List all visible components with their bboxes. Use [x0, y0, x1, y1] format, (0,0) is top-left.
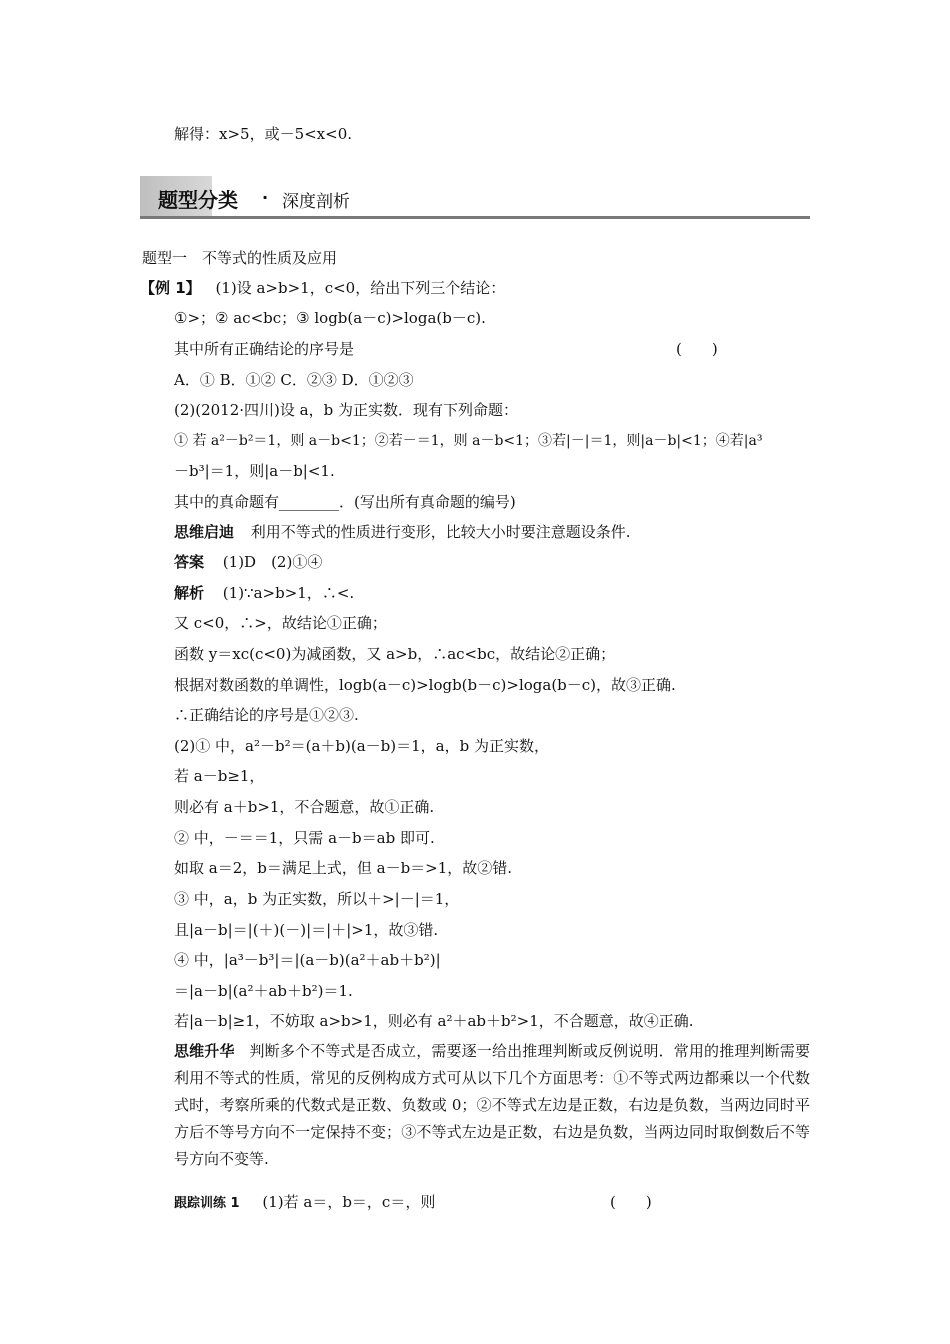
summary-text: 判断多个不等式是否成立，需要逐一给出推理判断或反例说明．常用的推理判断需要利用不等式的性质，常见的反例构成方式可从以下几个方面思考：①不等式两边都乘以一个代数式时，考察所乘的代数式是正数、负数或 0；②不等式左边是正数，右边是负数，当两边同时平方后不等号方向不一定保持不变；③不等式左边是正数，右边是负数，当两边同时取倒数后不等号方向不变等. [174, 1042, 810, 1168]
analysis-line: 如取 a＝2，b＝满足上式，但 a－b＝>1，故②错. [174, 859, 513, 877]
analysis-line: 且|a－b|＝|(＋)(－)|＝|＋|>1，故③错. [174, 921, 439, 939]
analysis-row [174, 583, 354, 603]
analysis-line: 函数 y＝xc(c<0)为减函数，又 a>b，∴ac<bc，故结论②正确； [174, 645, 616, 663]
hint-text: 利用不等式的性质进行变形，比较大小时要注意题设条件. [250, 523, 631, 541]
example-header [140, 278, 505, 298]
answer-text: (1)D (2)①④ [222, 553, 323, 571]
q2-items-line1: ① 若 a²－b²＝1，则 a－b<1；②若－＝1，则 a－b<1；③若|－|＝1，则|a－b|<1；④若|a³ [174, 433, 763, 449]
hint-row [174, 522, 631, 542]
section-banner [140, 176, 810, 218]
solution-result: 解得：x>5，或－5<x<0. [174, 125, 353, 143]
practice-row [174, 1192, 435, 1214]
q1-paren: ( ) [676, 340, 718, 358]
banner-subtitle: 深度剖析 [282, 192, 350, 212]
analysis-line: (1)∵a>b>1，∴<. [222, 584, 355, 602]
analysis-line: 则必有 a＋b>1，不合题意，故①正确. [174, 798, 435, 816]
section-title: 题型一 不等式的性质及应用 [142, 249, 338, 267]
hint-label: 思维启迪 [174, 523, 235, 541]
practice-text: (1)若 a＝，b＝，c＝，则 [262, 1193, 436, 1211]
analysis-line: ∴正确结论的序号是①②③. [174, 706, 359, 724]
q1-stem: (1)设 a>b>1，c<0，给出下列三个结论： [215, 279, 506, 297]
q1-ask: 其中所有正确结论的序号是 [174, 340, 355, 358]
answer-row [174, 552, 322, 572]
q1-options: A．① B．①② C．②③ D．①②③ [174, 371, 414, 389]
summary-paragraph [174, 1038, 810, 1173]
q2-items-line2: －b³|＝1，则|a－b|<1. [174, 462, 335, 480]
analysis-line: 若|a－b|≥1，不妨取 a>b>1，则必有 a²＋ab＋b²>1，不合题意，故④正确. [174, 1012, 694, 1030]
analysis-line: ③ 中，a，b 为正实数，所以＋>|－|＝1， [174, 890, 460, 908]
analysis-label: 解析 [174, 584, 205, 602]
practice-paren: ( ) [610, 1193, 652, 1211]
analysis-line: ④ 中，|a³－b³|＝|(a－b)(a²＋ab＋b²)| [174, 951, 441, 969]
answer-label: 答案 [174, 553, 205, 571]
analysis-line: (2)① 中，a²－b²＝(a＋b)(a－b)＝1，a，b 为正实数， [174, 737, 549, 755]
q2-stem: (2)(2012·四川)设 a，b 为正实数．现有下列命题： [174, 401, 518, 419]
banner-title: 题型分类 [158, 188, 238, 212]
q2-ask: 其中的真命题有________．(写出所有真命题的编号) [174, 493, 516, 511]
analysis-line: ② 中，－＝＝1，只需 a－b＝ab 即可. [174, 829, 435, 847]
banner-dot: · [262, 188, 269, 207]
analysis-line: 根据对数函数的单调性，logb(a－c)>logb(b－c)>loga(b－c)，故③正确. [174, 676, 676, 694]
practice-label: 跟踪训练 1 [174, 1196, 240, 1211]
analysis-line: 若 a－b≥1， [174, 767, 265, 785]
summary-label: 思维升华 [174, 1042, 235, 1060]
analysis-line: 又 c<0，∴>，故结论①正确； [174, 614, 387, 632]
banner-rule [140, 216, 810, 219]
analysis-line: ＝|a－b|(a²＋ab＋b²)＝1. [174, 982, 353, 1000]
q1-items: ①>；② ac<bc；③ logb(a－c)>loga(b－c). [174, 309, 486, 327]
example-tag: 【例 1】 [140, 279, 201, 297]
